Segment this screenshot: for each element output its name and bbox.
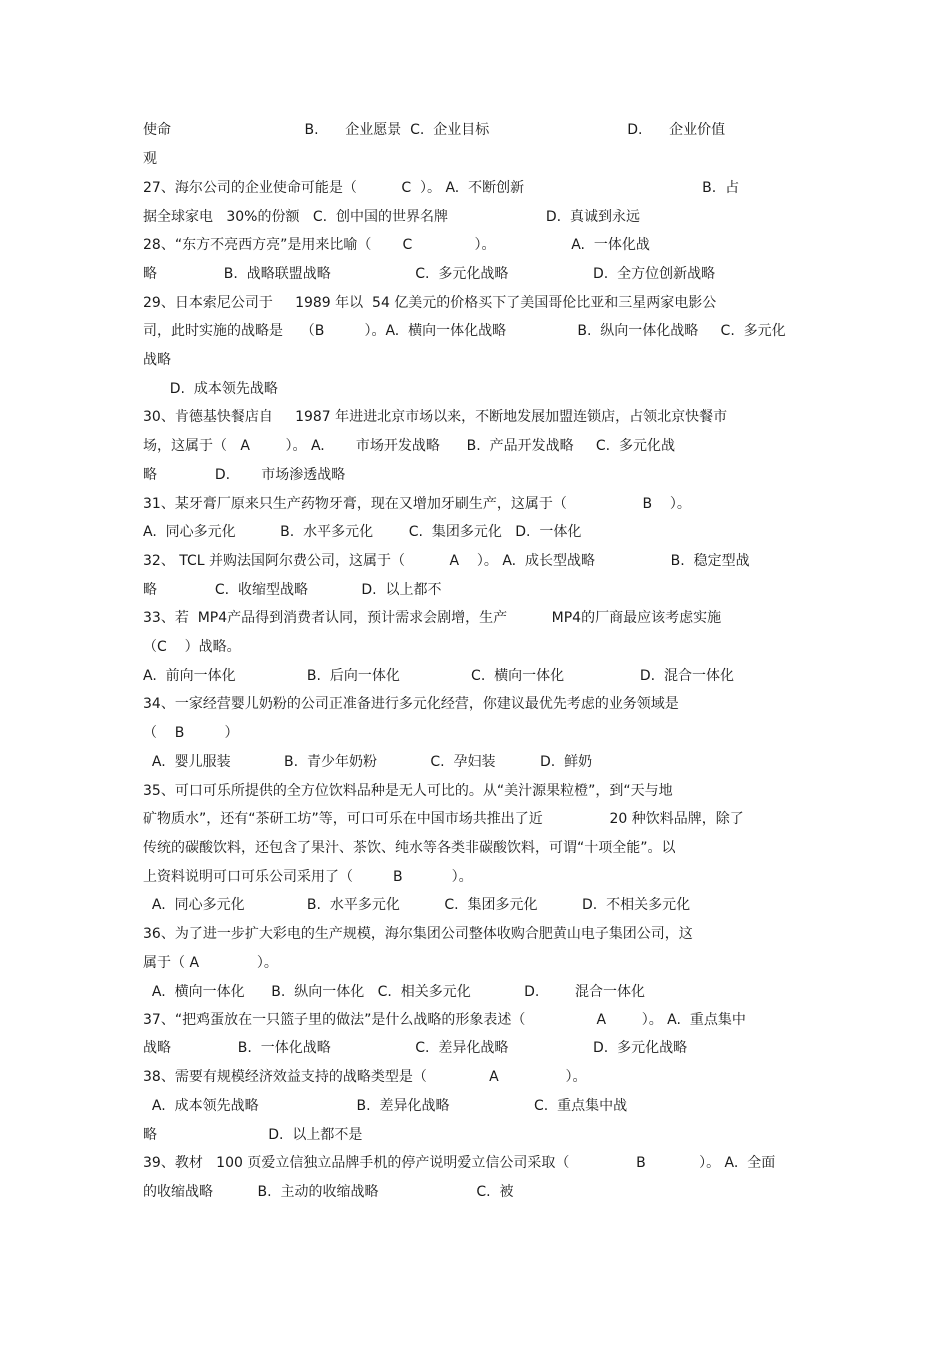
text-line: 传统的碳酸饮料，还包含了果汁、茶饮、纯水等各类非碳酸饮料，可谓“十项全能”。以 [143,840,676,856]
text-line: 29、日本索尼公司于 1989 年以 54 亿美元的价格买下了美国哥伦比亚和三星两家电影公 [143,295,717,311]
text-line: 战略 [143,352,171,368]
text-line: 略 D. 市场渗透战略 [143,467,346,483]
text-line: 场，这属于（ A ）。 A. 市场开发战略 B. 产品开发战略 C. 多元化战 [143,438,675,454]
text-line: D. 成本领先战略 [143,381,278,397]
text-line: 33、若 MP4产品得到消费者认同，预计需求会剧增，生产 MP4的厂商最应该考虑实施 [143,610,722,626]
text-line: 39、教材 100 页爱立信独立品牌手机的停产说明爱立信公司采取（ B ）。 A. 全面 [143,1155,776,1171]
text-line: A. 同心多元化 B. 水平多元化 C. 集团多元化 D. 不相关多元化 [143,897,691,913]
text-line: 31、某牙膏厂原来只生产药物牙膏，现在又增加牙刷生产，这属于（ B ）。 [143,496,691,512]
text-line: 35、可口可乐所提供的全方位饮料品种是无人可比的。从“美汁源果粒橙”，到“天与地 [143,783,673,799]
text-line: （C ）战略。 [143,639,241,655]
text-line: 据全球家电 30%的份额 C. 创中国的世界名牌 D. 真诚到永远 [143,209,640,225]
text-line: A. 前向一体化 B. 后向一体化 C. 横向一体化 D. 混合一体化 [143,668,734,684]
text-line: A. 婴儿服装 B. 青少年奶粉 C. 孕妇装 D. 鲜奶 [143,754,593,770]
text-line: 37、“把鸡蛋放在一只篮子里的做法”是什么战略的形象表述（ A ）。 A. 重点集中 [143,1012,746,1028]
text-line: A. 同心多元化 B. 水平多元化 C. 集团多元化 D. 一体化 [143,524,582,540]
text-line: 观 [143,151,157,167]
text-line: 司，此时实施的战略是 （B ）。A. 横向一体化战略 B. 纵向一体化战略 C. 多元化 [143,323,786,339]
text-line: 使命 B. 企业愿景 C. 企业目标 D. 企业价值 [143,122,726,138]
text-line: 上资料说明可口可乐公司采用了（ B ）。 [143,869,473,885]
text-line: A. 成本领先战略 B. 差异化战略 C. 重点集中战 [143,1098,628,1114]
text-line: 矿物质水”，还有“茶研工坊”等，可口可乐在中国市场共推出了近 20 种饮料品牌，除了 [143,811,744,827]
text-line: 战略 B. 一体化战略 C. 差异化战略 D. 多元化战略 [143,1040,688,1056]
text-line: 27、海尔公司的企业使命可能是（ C ）。 A. 不断创新 B. 占 [143,180,740,196]
text-line: 略 B. 战略联盟战略 C. 多元化战略 D. 全方位创新战略 [143,266,716,282]
text-line: 36、为了进一步扩大彩电的生产规模，海尔集团公司整体收购合肥黄山电子集团公司，这 [143,926,693,942]
text-line: A. 横向一体化 B. 纵向一体化 C. 相关多元化 D. 混合一体化 [143,984,645,1000]
text-line: （ B ） [143,725,239,741]
text-line: 略 D. 以上都不是 [143,1127,363,1143]
text-line: 28、“东方不亮西方亮”是用来比喻（ C ）。 A. 一体化战 [143,237,650,253]
text-line: 属于（ A ）。 [143,955,278,971]
text-line: 30、肯德基快餐店自 1987 年进进北京市场以来，不断地发展加盟连锁店，占领北京快餐市 [143,409,728,425]
text-line: 的收缩战略 B. 主动的收缩战略 C. 被 [143,1184,514,1200]
text-line: 34、一家经营婴儿奶粉的公司正准备进行多元化经营，你建议最优先考虑的业务领域是 [143,696,679,712]
text-line: 32、 TCL 并购法国阿尔费公司，这属于（ A ）。 A. 成长型战略 B. 稳定型战 [143,553,750,569]
text-line: 38、需要有规模经济效益支持的战略类型是（ A ）。 [143,1069,587,1085]
text-line: 略 C. 收缩型战略 D. 以上都不 [143,582,442,598]
